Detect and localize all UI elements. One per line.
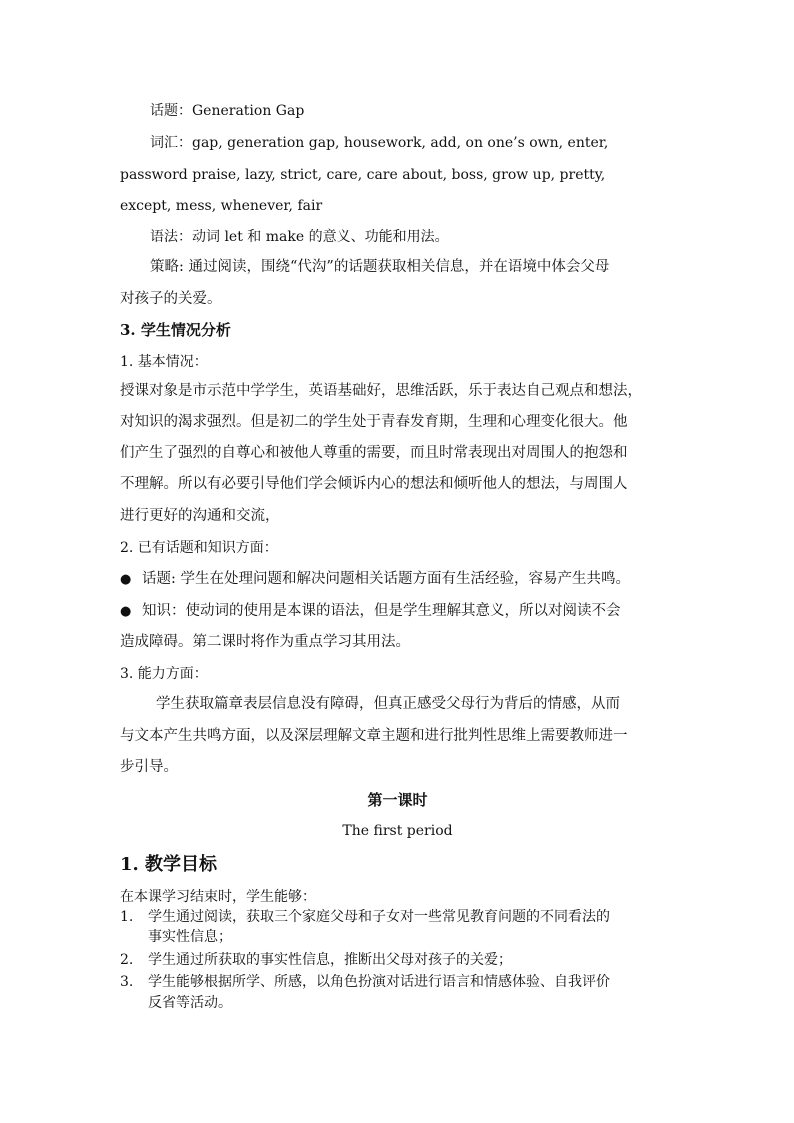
strategy-line-2: 对孩子的关爱。 — [120, 291, 222, 307]
bullet-icon: ● — [120, 604, 132, 619]
objective-text: 学生通过阅读，获取三个家庭父母和子女对一些常见教育问题的不同看法的 — [148, 909, 610, 925]
vocabulary-line-2: password praise, lazy, strict, care, care about, boss, grow up, pretty, — [120, 167, 606, 183]
basic-situation-title: 1. 基本情况： — [120, 354, 208, 370]
basic-situation-line-5: 进行更好的沟通和交流， — [120, 508, 280, 524]
knowledge-bullet-text: 知识：使动词的使用是本课的语法，但是学生理解其意义，所以对阅读不会 — [142, 603, 621, 619]
objective-item-3-continuation: 反省等活动。 — [148, 995, 232, 1011]
objective-item-1 — [120, 908, 675, 927]
period-title-en: The first period — [342, 823, 453, 839]
objectives-heading: 1. 教学目标 — [120, 854, 218, 875]
basic-situation-line-2: 对知识的渴求强烈。但是初二的学生处于青春发育期，生理和心理变化很大。他 — [120, 414, 628, 430]
topic-bullet-item — [120, 569, 675, 590]
objective-text: 学生通过所获取的事实性信息，推断出父母对孩子的关爱； — [148, 952, 512, 968]
topic-bullet-text: 话题: 学生在处理问题和解决问题相关话题方面有生活经验，容易产生共鸣。 — [142, 571, 630, 587]
objective-number: 1. — [120, 909, 134, 925]
objective-number: 2. — [120, 952, 134, 968]
grammar-line: 语法：动词 let 和 make 的意义、功能和用法。 — [150, 229, 449, 245]
vocabulary-line-1: 词汇：gap, generation gap, housework, add, on one’s own, enter, — [150, 135, 609, 151]
basic-situation-line-3: 们产生了强烈的自尊心和被他人尊重的需要，而且时常表现出对周围人的抱怨和 — [120, 445, 628, 461]
objective-number: 3. — [120, 974, 134, 990]
objective-text: 学生能够根据所学、所感，以角色扮演对话进行语言和情感体验、自我评价 — [148, 974, 610, 990]
basic-situation-line-1: 授课对象是市示范中学学生，英语基础好，思维活跃，乐于表达自己观点和想法， — [120, 383, 642, 399]
objective-item-2 — [120, 951, 675, 970]
bullet-icon: ● — [120, 572, 132, 587]
ability-line-2: 与文本产生共鸣方面，以及深层理解文章主题和进行批判性思维上需要教师进一 — [120, 728, 628, 744]
ability-title: 3. 能力方面： — [120, 666, 208, 682]
objectives-lead: 在本课学习结束时，学生能够： — [120, 889, 316, 905]
topic-line: 话题：Generation Gap — [150, 103, 305, 119]
strategy-line-1: 策略: 通过阅读，围绕“代沟”的话题获取相关信息，并在语境中体会父母 — [150, 259, 610, 275]
knowledge-bullet-continuation: 造成障碍。第二课时将作为重点学习其用法。 — [120, 634, 410, 650]
ability-line-1: 学生获取篇章表层信息没有障碍，但真正感受父母行为背后的情感，从而 — [156, 696, 620, 712]
objective-item-1-continuation: 事实性信息； — [148, 929, 232, 945]
period-title-cn: 第一课时 — [367, 791, 428, 809]
section-heading-student-analysis: 3. 学生情况分析 — [120, 321, 231, 339]
ability-line-3: 步引导。 — [120, 759, 178, 775]
objective-item-3 — [120, 973, 675, 992]
knowledge-bullet-item — [120, 601, 675, 622]
vocabulary-line-3: except, mess, whenever, fair — [120, 198, 323, 214]
known-topics-title: 2. 已有话题和知识方面： — [120, 540, 278, 556]
basic-situation-line-4: 不理解。所以有必要引导他们学会倾诉内心的想法和倾听他人的想法，与周围人 — [120, 476, 628, 492]
